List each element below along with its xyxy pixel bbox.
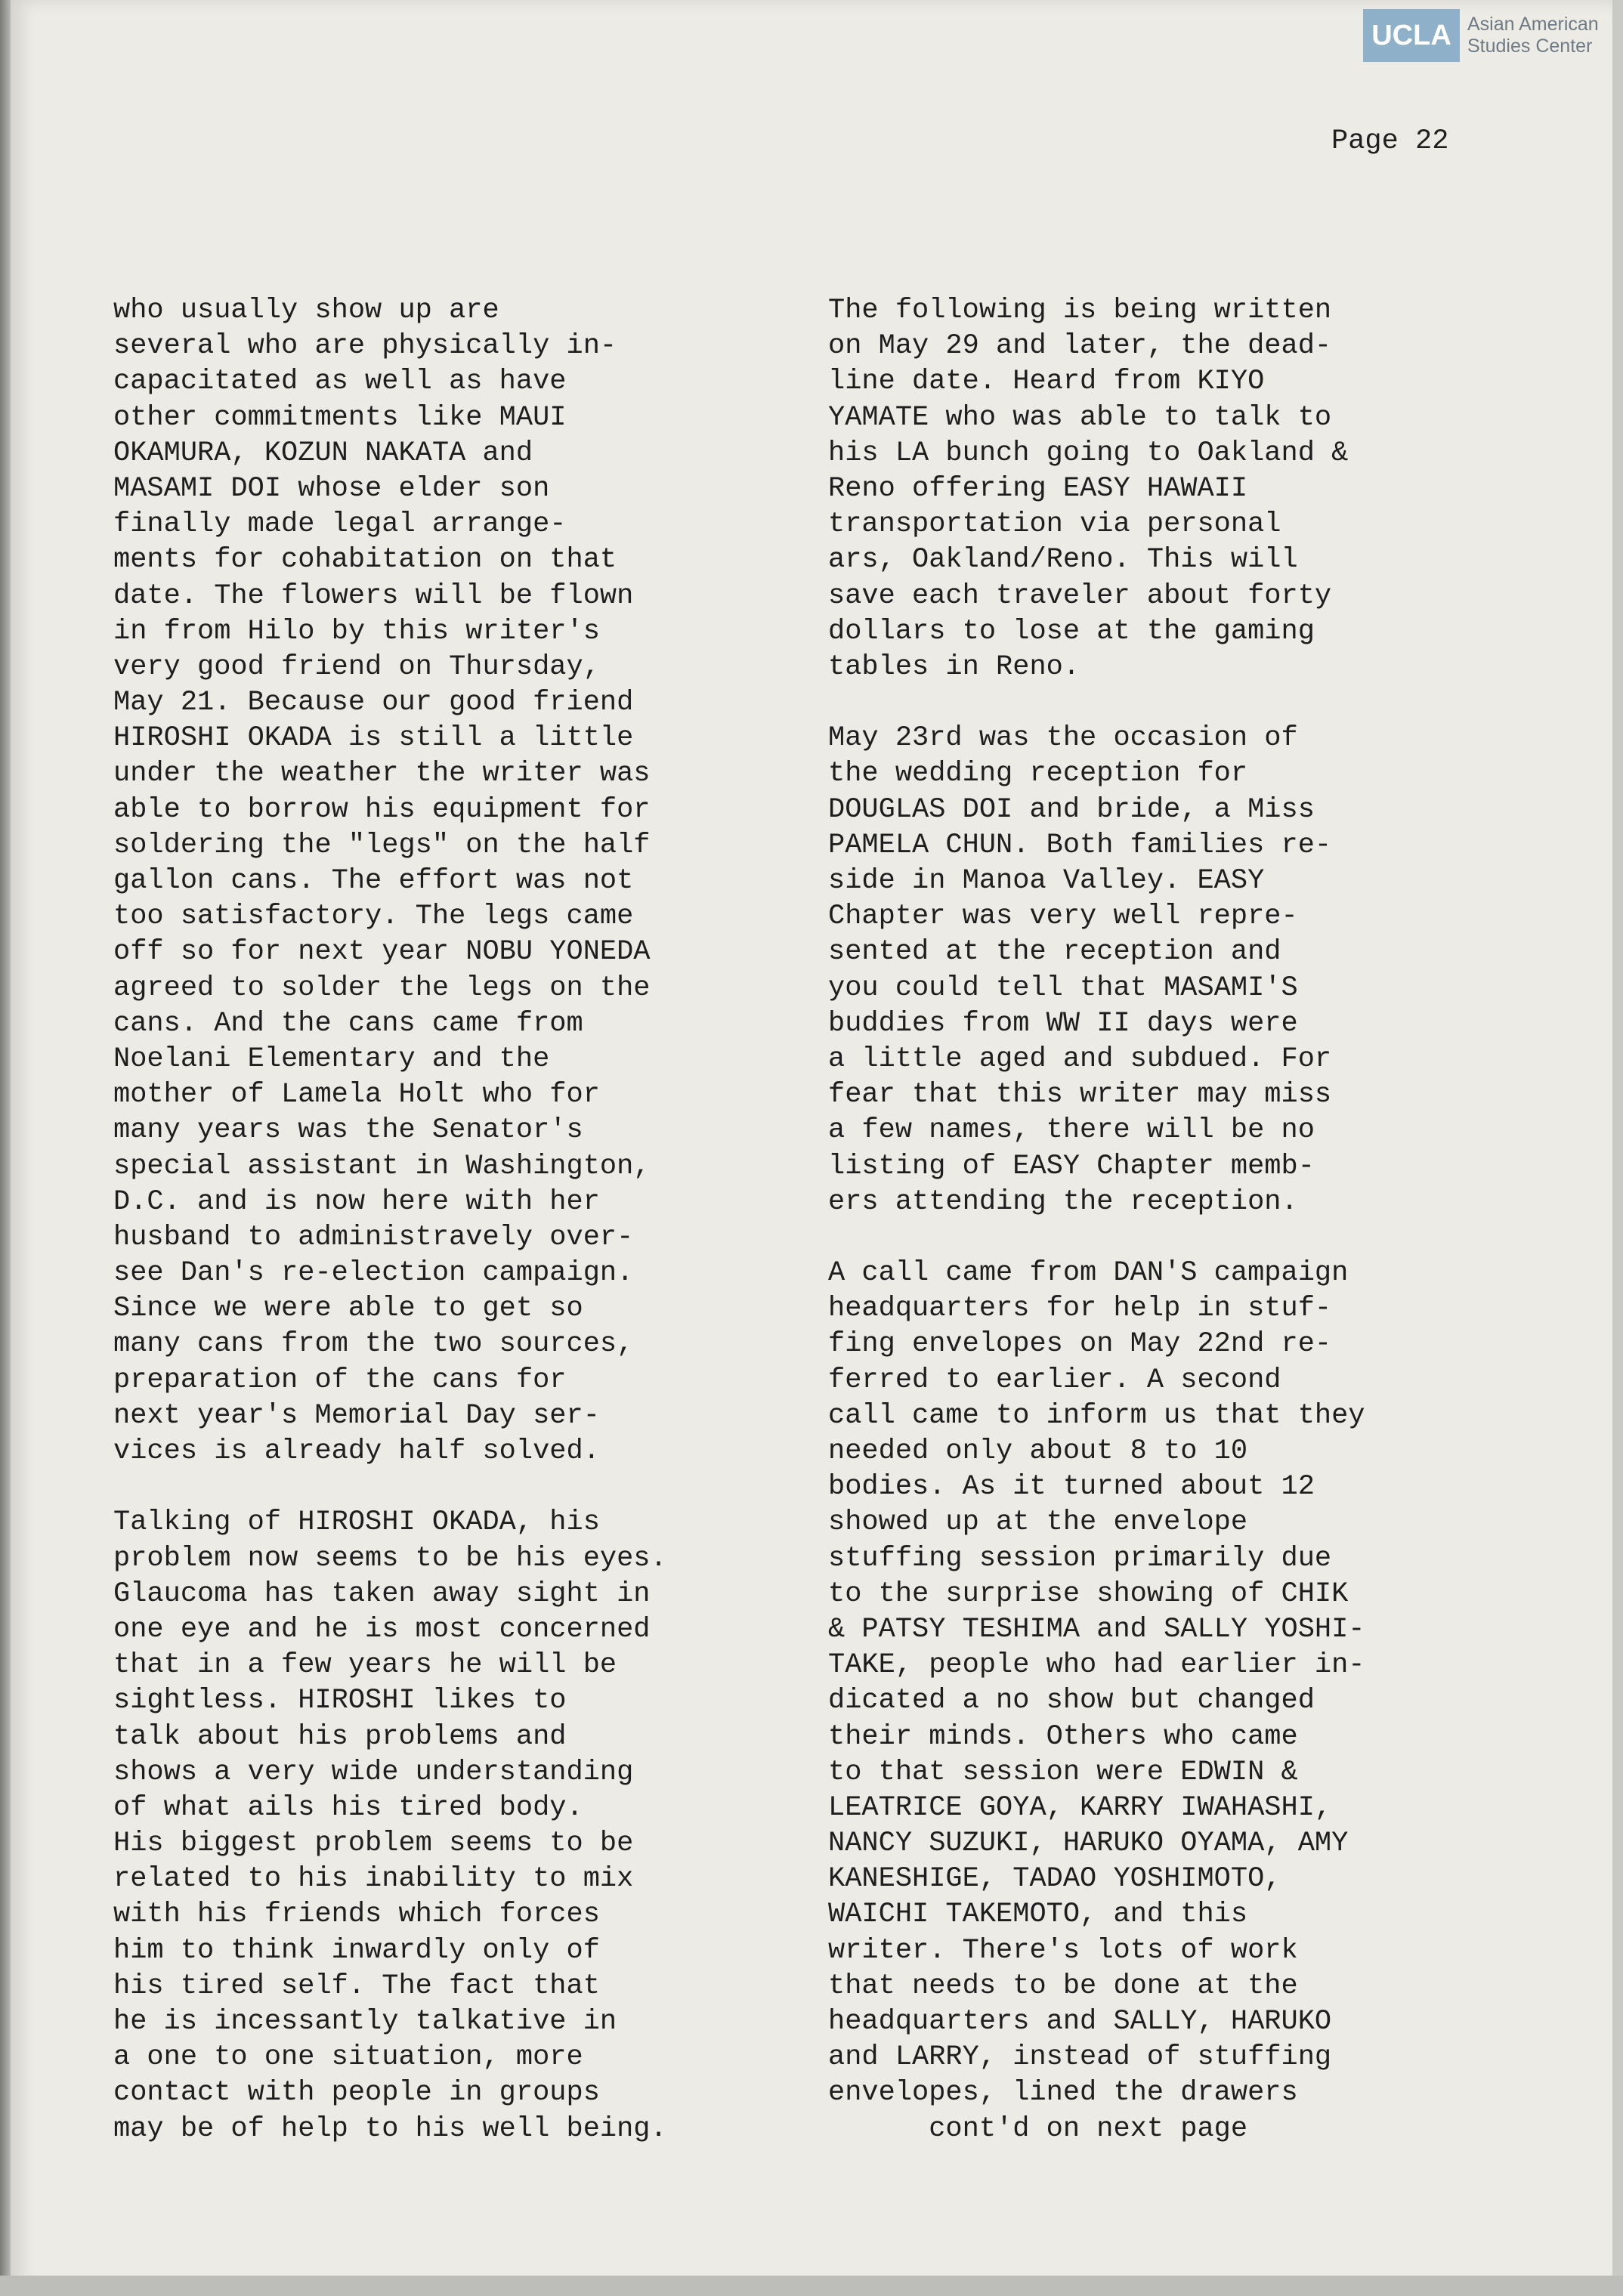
text-line: ferred to earlier. A second: [828, 1364, 1281, 1396]
paragraph: [113, 293, 740, 1469]
text-line: & PATSY TESHIMA and SALLY YOSHI-: [828, 1613, 1365, 1646]
paragraph: [113, 1505, 740, 2146]
text-line: agreed to solder the legs on the: [113, 972, 651, 1004]
text-line: the wedding reception for: [828, 758, 1248, 790]
text-line: HIROSHI OKADA is still a little: [113, 722, 634, 755]
left-column: [113, 293, 740, 2147]
text-line: next year's Memorial Day ser-: [113, 1399, 600, 1432]
text-line: May 23rd was the occasion of: [828, 722, 1298, 755]
text-line: under the weather the writer was: [113, 758, 651, 790]
text-line: line date. Heard from KIYO: [828, 366, 1265, 398]
paragraph: [828, 1256, 1455, 2147]
text-line: stuffing session primarily due: [828, 1542, 1332, 1574]
text-line: contact with people in groups: [113, 2077, 600, 2109]
text-line: that needs to be done at the: [828, 1970, 1298, 2002]
paragraph-gap: [113, 1469, 740, 1505]
text-line: on May 29 and later, the dead-: [828, 330, 1332, 363]
text-line: shows a very wide understanding: [113, 1756, 634, 1788]
text-line: other commitments like MAUI: [113, 401, 567, 434]
text-line: soldering the "legs" on the half: [113, 829, 651, 861]
text-line: showed up at the envelope: [828, 1506, 1248, 1539]
text-line: finally made legal arrange-: [113, 508, 567, 541]
org-name-line1: Asian American: [1467, 14, 1599, 35]
text-line: NANCY SUZUKI, HARUKO OYAMA, AMY: [828, 1828, 1349, 1860]
text-line: listing of EASY Chapter memb-: [828, 1150, 1315, 1182]
text-line: too satisfactory. The legs came: [113, 901, 634, 933]
text-line: LEATRICE GOYA, KARRY IWAHASHI,: [828, 1791, 1332, 1824]
text-line: Reno offering EASY HAWAII: [828, 472, 1248, 505]
text-line: special assistant in Washington,: [113, 1150, 651, 1182]
page-number: Page 22: [1331, 125, 1449, 157]
org-name: [1467, 14, 1599, 57]
text-line: may be of help to his well being.: [113, 2112, 667, 2145]
text-line: their minds. Others who came: [828, 1720, 1298, 1753]
paragraph-gap: [828, 685, 1455, 721]
text-line: his tired self. The fact that: [113, 1970, 600, 2002]
text-line: able to borrow his equipment for: [113, 793, 651, 826]
text-line: date. The flowers will be flown: [113, 579, 634, 612]
text-line: to the surprise showing of CHIK: [828, 1578, 1349, 1610]
text-line: MASAMI DOI whose elder son: [113, 472, 550, 505]
text-line: D.C. and is now here with her: [113, 1185, 600, 1218]
text-line: fear that this writer may miss: [828, 1079, 1332, 1111]
text-line: a few names, there will be no: [828, 1114, 1315, 1147]
text-line: call came to inform us that they: [828, 1399, 1365, 1432]
text-line: problem now seems to be his eyes.: [113, 1542, 667, 1574]
binding-spine: [0, 0, 11, 2296]
text-line: you could tell that MASAMI'S: [828, 972, 1298, 1004]
org-name-line2: Studies Center: [1467, 36, 1593, 57]
text-line: A call came from DAN'S campaign: [828, 1257, 1349, 1290]
text-line: Noelani Elementary and the: [113, 1043, 550, 1075]
text-line: headquarters and SALLY, HARUKO: [828, 2006, 1332, 2038]
text-line: fing envelopes on May 22nd re-: [828, 1328, 1332, 1361]
text-line: PAMELA CHUN. Both families re-: [828, 829, 1332, 861]
text-line: The following is being written: [828, 295, 1332, 326]
text-line: several who are physically in-: [113, 330, 617, 363]
text-line: gallon cans. The effort was not: [113, 865, 634, 897]
text-line: His biggest problem seems to be: [113, 1828, 634, 1860]
text-line: ers attending the reception.: [828, 1185, 1298, 1218]
ucla-aasc-logo: [1363, 9, 1603, 62]
text-line: capacitated as well as have: [113, 366, 567, 398]
text-line: vices is already half solved.: [113, 1435, 600, 1467]
text-line: ments for cohabitation on that: [113, 544, 617, 576]
text-line: husband to administravely over-: [113, 1221, 634, 1253]
text-line: see Dan's re-election campaign.: [113, 1257, 634, 1290]
text-line: Since we were able to get so: [113, 1293, 583, 1325]
text-line: needed only about 8 to 10: [828, 1435, 1248, 1467]
text-line: ars, Oakland/Reno. This will: [828, 544, 1298, 576]
text-line: very good friend on Thursday,: [113, 650, 600, 683]
right-column: [828, 293, 1455, 2147]
text-line: side in Manoa Valley. EASY: [828, 865, 1265, 897]
paragraph: [828, 293, 1455, 685]
text-line: KANESHIGE, TADAO YOSHIMOTO,: [828, 1863, 1281, 1896]
text-line: Chapter was very well repre-: [828, 901, 1298, 933]
text-line: preparation of the cans for: [113, 1364, 567, 1396]
text-line: TAKE, people who had earlier in-: [828, 1649, 1365, 1682]
text-line: him to think inwardly only of: [113, 1934, 600, 1967]
text-line: headquarters for help in stuf-: [828, 1293, 1332, 1325]
text-line: YAMATE who was able to talk to: [828, 401, 1332, 434]
text-line: OKAMURA, KOZUN NAKATA and: [113, 437, 533, 469]
paragraph: [828, 721, 1455, 1220]
text-line: he is incessantly talkative in: [113, 2006, 617, 2038]
text-line: his LA bunch going to Oakland &: [828, 437, 1349, 469]
text-line: to that session were EDWIN &: [828, 1756, 1298, 1788]
text-line: bodies. As it turned about 12: [828, 1471, 1315, 1503]
text-line: talk about his problems and: [113, 1720, 567, 1753]
text-line: many years was the Senator's: [113, 1114, 583, 1147]
text-line: May 21. Because our good friend: [113, 687, 634, 719]
text-line: buddies from WW II days were: [828, 1007, 1298, 1040]
ucla-logo-box: UCLA: [1363, 9, 1460, 62]
paragraph-gap: [828, 1220, 1455, 1256]
text-line: WAICHI TAKEMOTO, and this: [828, 1899, 1248, 1931]
text-line: who usually show up are: [113, 295, 499, 326]
text-line: sented at the reception and: [828, 936, 1281, 969]
text-line: of what ails his tired body.: [113, 1791, 583, 1824]
text-line: dicated a no show but changed: [828, 1685, 1315, 1717]
text-line: with his friends which forces: [113, 1899, 600, 1931]
text-line: DOUGLAS DOI and bride, a Miss: [828, 793, 1315, 826]
text-line: Glaucoma has taken away sight in: [113, 1578, 651, 1610]
text-line: related to his inability to mix: [113, 1863, 634, 1896]
text-line: Talking of HIROSHI OKADA, his: [113, 1506, 600, 1539]
text-line: cans. And the cans came from: [113, 1007, 583, 1040]
page-bottom-edge: [0, 2276, 1623, 2296]
text-line: mother of Lamela Holt who for: [113, 1079, 600, 1111]
text-line: envelopes, lined the drawers: [828, 2077, 1298, 2109]
text-line: sightless. HIROSHI likes to: [113, 1685, 567, 1717]
text-line: tables in Reno.: [828, 650, 1080, 683]
text-line: and LARRY, instead of stuffing: [828, 2041, 1332, 2074]
text-line: many cans from the two sources,: [113, 1328, 634, 1361]
text-line: that in a few years he will be: [113, 1649, 617, 1682]
text-line: a one to one situation, more: [113, 2041, 583, 2074]
text-line: save each traveler about forty: [828, 579, 1332, 612]
text-line: a little aged and subdued. For: [828, 1043, 1332, 1075]
text-line: cont'd on next page: [828, 2112, 1248, 2145]
text-line: writer. There's lots of work: [828, 1934, 1298, 1967]
text-line: off so for next year NOBU YONEDA: [113, 936, 651, 969]
text-line: transportation via personal: [828, 508, 1281, 541]
text-line: dollars to lose at the gaming: [828, 615, 1315, 647]
text-line: one eye and he is most concerned: [113, 1613, 651, 1646]
text-line: in from Hilo by this writer's: [113, 615, 600, 647]
